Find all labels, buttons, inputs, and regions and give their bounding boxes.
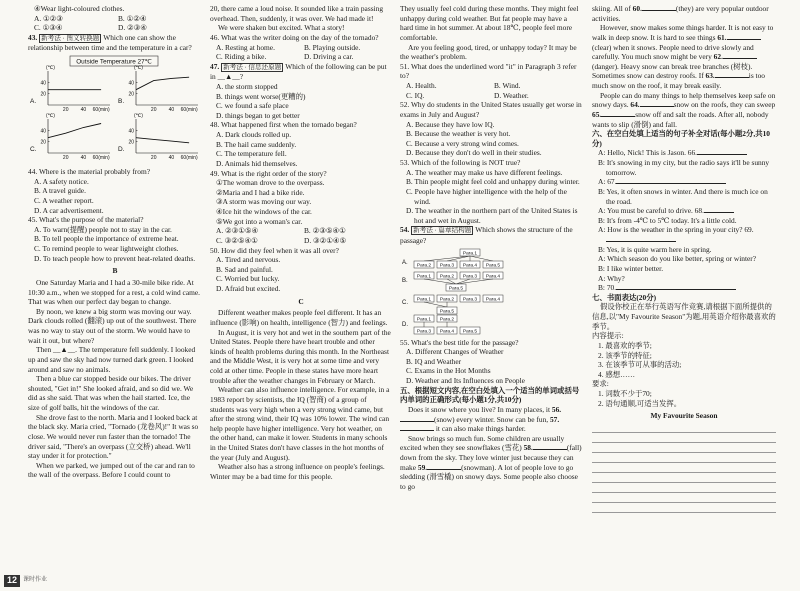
- question-text: Which one can show the relationship between time and the temperature in a car?: [28, 32, 192, 53]
- writing-line[interactable]: [592, 483, 776, 493]
- text-span: (clear) when it snows. People need to drive slowly and carefully. You much snow might be very: [592, 42, 754, 62]
- x-tick-label: 40: [80, 107, 87, 114]
- temperature-charts: [28, 55, 202, 165]
- para-label: Para.5: [462, 329, 478, 335]
- x-tick-label: 40: [168, 107, 175, 114]
- blank-60[interactable]: [642, 4, 676, 11]
- para-label: Para.3: [462, 297, 478, 303]
- option-c: C. Riding a bike.: [216, 52, 267, 62]
- story-event: ④Ice hit the windows of the car.: [216, 207, 312, 217]
- question-43: [28, 33, 202, 53]
- writing-line[interactable]: [592, 493, 776, 503]
- dialogue-line: [592, 206, 776, 216]
- dialogue-line: B: It's from -4℃ to 5℃ today. It's a little cold.: [598, 215, 737, 225]
- prompt-point: 2. 该季节的特征;: [598, 350, 652, 360]
- para-label: Para.4: [485, 274, 501, 280]
- writing-line[interactable]: [592, 433, 776, 443]
- option-d: D. ③②①④⑤: [304, 235, 347, 245]
- x-tick-label: 20: [150, 155, 157, 162]
- option-row: [28, 23, 202, 33]
- option-c: C. A weather report.: [34, 195, 94, 205]
- x-tick-label: 60(min): [92, 155, 110, 162]
- blank-56[interactable]: [400, 415, 434, 422]
- option-b: B. Thin people might feel cold and unhappy during winter.: [406, 177, 580, 187]
- para-label: Para.2: [439, 274, 455, 280]
- option-row: [210, 52, 392, 62]
- blank-69[interactable]: [606, 235, 676, 242]
- dialogue-text: A: How is the weather in the spring in your city? 69.: [598, 225, 754, 235]
- option-d: D. Animals hid themselves.: [216, 158, 298, 168]
- option-a: A. ②③①⑤④: [216, 226, 259, 236]
- y-axis-label: (℃): [46, 113, 55, 120]
- para-label: Para.4: [439, 329, 455, 335]
- dialogue-line: [592, 177, 776, 187]
- column-2: [210, 4, 392, 482]
- chart-title: Outside Temperature 27℃: [76, 58, 152, 66]
- x-tick-label: 60(min): [180, 155, 198, 162]
- blank-59[interactable]: [427, 463, 461, 470]
- question-50: 50. How did they feel when it was all over?: [210, 245, 339, 255]
- page-footer: [4, 575, 47, 587]
- x-tick-label: 20: [62, 107, 69, 114]
- x-tick-label: 60(min): [92, 107, 110, 114]
- dialogue-text: A: 67.: [598, 177, 617, 187]
- option-b: B. Because the weather is very hot.: [406, 129, 511, 139]
- blank-number: 59.: [417, 462, 428, 472]
- cloze-paragraph: [400, 434, 582, 492]
- dialogue-line: B: Yes, it is quite warm here in spring.: [598, 244, 712, 254]
- paragraph: Then __▲__. The temperature fell suddenly. I looked up and saw the sky had now turned dark green. I looked around and saw no animals.: [28, 345, 196, 374]
- option-c: C. The temperature fell.: [216, 149, 287, 159]
- text-span: (snowman). A lot of people love to go sledding (滑雪橇) on snowy days. Some people also choose to go: [400, 462, 578, 491]
- blank-number: 56.: [551, 404, 562, 414]
- question-47: [210, 62, 392, 82]
- panel-label: B.: [118, 98, 125, 106]
- para-label: Para.2: [439, 297, 455, 303]
- question-55: 55. What's the best title for the passage?: [400, 337, 519, 347]
- blank-67[interactable]: [616, 177, 726, 184]
- blank-number: 65.: [592, 109, 602, 119]
- option-a: A. A safety notice.: [34, 176, 89, 186]
- blank-64[interactable]: [640, 100, 674, 107]
- cloze-paragraph: [592, 4, 776, 23]
- text-span: After all, nobody wants to slip (滑倒) and fall.: [592, 109, 769, 129]
- text-span: (fall) down from the sky. They love winter just because they can make: [400, 443, 582, 472]
- option-label: D.: [402, 321, 408, 328]
- option-row: [210, 43, 392, 53]
- blank-66[interactable]: [697, 148, 747, 155]
- paragraph: Are you feeling good, tired, or unhappy today? It may be the weather's problem.: [400, 42, 577, 62]
- option-b: B. Wind.: [494, 81, 521, 90]
- writing-line[interactable]: [592, 423, 776, 433]
- paragraph: In August, it is very hot and wet in the southern part of the United States. People there have heart trouble and other kinds of health problems during this month. In the Northeast and the Middle West, it is very hot at some time and very cold at other time. People in these states have more heart trouble after the weather changes in February or March.: [210, 327, 391, 385]
- dialogue-text: A: You must be careful to drive. 68.: [598, 206, 704, 216]
- x-tick-label: 40: [168, 155, 175, 162]
- option-c: C. Worried but lucky.: [216, 274, 280, 284]
- question-text: Which of the following can be put in __▲__?: [210, 61, 387, 82]
- text-span: snow on the roofs, they can sweep: [673, 100, 776, 110]
- option-b: B. ②③⑤④①: [304, 226, 346, 236]
- option-row: [400, 81, 582, 91]
- dialogue-line: B: I like winter better.: [598, 263, 664, 273]
- dialogue-line: B: Yes, it often snows in winter. And there is much ice on the road.: [598, 186, 768, 206]
- option-d: D. Because they don't do well in their studies.: [406, 148, 542, 158]
- writing-line[interactable]: [592, 453, 776, 463]
- dialogue-line: [592, 283, 776, 293]
- text-span: is too much snow on the roof, it may break easily.: [592, 71, 766, 90]
- question-tag: 新考法 · 图文转换题: [41, 34, 100, 42]
- text-span: snow off and salt the roads.: [635, 109, 717, 119]
- option-c: C. ①③④: [34, 23, 63, 33]
- para-label: Para.3: [416, 329, 432, 335]
- page-number: 12: [4, 575, 20, 587]
- y-tick-label: 20: [128, 139, 134, 146]
- option-a: A. Because they have low IQ.: [406, 119, 495, 129]
- dialogue-line: [592, 225, 776, 244]
- paragraph: She drove fast to the north. Maria and I looked back at the black sky. Maria cried, "Tornado (龙卷风)!" It was so close. We would never run faster than the tornado! The driver said, "There's an overpass (立交桥) ahead. We'll stay under it for protection.": [28, 412, 199, 461]
- text-span: People can do many things to help themselves keep safe on snowy days.: [592, 90, 776, 110]
- writing-prompt: 假设你校正在举行英语写作竞赛,请根据下面所提供的信息,以"My Favourite Season"为题,用英语介绍你最喜欢的季节。: [592, 302, 776, 331]
- text-span: (danger). Heavy snow can break tree branches (树枝). Sometimes snow can destroy roofs. If: [592, 61, 753, 81]
- question-45: 45. What's the purpose of the material?: [28, 215, 144, 225]
- para-label: Para.1: [416, 274, 432, 280]
- question-number: 47.: [210, 61, 220, 71]
- para-label: Para.5: [448, 286, 464, 292]
- question-52: 52. Why do students in the United States usually get worse in exams in July and August?: [400, 100, 582, 119]
- blank-number: 58.: [523, 443, 533, 453]
- option-line: ④Wear light-coloured clothes.: [34, 4, 125, 13]
- prompt-point: 1. 最喜欢的季节;: [598, 340, 652, 350]
- blank-65[interactable]: [601, 110, 635, 117]
- story-event: ②Maria and I had a bike ride.: [216, 187, 305, 197]
- x-tick-label: 40: [80, 155, 87, 162]
- option-a: A. To warn(提醒) people not to stay in the car.: [34, 224, 172, 234]
- option-b: B. Playing outside.: [304, 42, 361, 52]
- option-d: D. Afraid but excited.: [216, 284, 281, 294]
- dialogue-line: A: Which season do you like better, spring or winter?: [598, 254, 757, 264]
- connector: [456, 279, 493, 284]
- section-heading: 七、书面表达(20分): [592, 292, 657, 302]
- option-label: C.: [402, 299, 408, 306]
- cloze-paragraph: [592, 91, 776, 130]
- option-b: B. IQ and Weather: [406, 356, 462, 366]
- prompt-point: 4. 感想……: [598, 369, 635, 379]
- blank-number: 60.: [632, 4, 642, 13]
- story-event: ①The woman drove to the overpass.: [216, 178, 325, 188]
- para-label: Para.4: [485, 297, 501, 303]
- option-row: [28, 14, 202, 24]
- y-tick-label: 20: [40, 91, 46, 98]
- para-label: Para.3: [439, 263, 455, 269]
- series-line: [136, 138, 189, 143]
- dialogue-text: B: 70.: [598, 283, 617, 293]
- dialogue-text: A: Hello, Nick! This is Jason. 66.: [598, 148, 698, 158]
- option-a: A. Tired and nervous.: [216, 255, 281, 265]
- y-axis-label: (℃): [46, 65, 55, 72]
- option-a: A. ①②③: [34, 13, 63, 23]
- charts-svg: [28, 55, 202, 165]
- para-label: Para.1: [416, 297, 432, 303]
- question-tag: 新考法 · 信息还原题: [223, 63, 282, 71]
- column-4: [592, 4, 776, 513]
- blank-number: 61.: [717, 32, 727, 42]
- text-span: However, snow makes some things harder. It is not easy to walk in deep snow. It is hard to see things: [592, 23, 774, 42]
- paragraph: Then a blue car stopped beside our bikes. The driver shouted, "Get in!" She looked afraid, and so did we. We did as she said. That was when the hail started. Ice, the size of golf balls, hit the windows of the car.: [28, 374, 194, 413]
- panel-label: D.: [118, 146, 125, 154]
- writing-line[interactable]: [592, 443, 776, 453]
- option-c: C. Because a very strong wind comes.: [406, 138, 519, 148]
- paragraph: 20, there came a loud noise. It sounded like a train passing overhead. Then, suddenly, it was over. We had made it!: [210, 4, 384, 23]
- paragraph: When we parked, we jumped out of the car and ran to the wall of the overpass. Before I could count to: [28, 460, 195, 480]
- connector: [470, 256, 493, 261]
- connector: [424, 302, 447, 307]
- x-tick-label: 60(min): [180, 107, 198, 114]
- option-c: C. To remind people to wear lightweight clothes.: [34, 244, 179, 254]
- x-tick-label: 20: [150, 107, 157, 114]
- series-line: [136, 77, 189, 90]
- text-span: skiing. All of: [592, 4, 631, 13]
- dialogue-line: [592, 148, 776, 158]
- blank-68[interactable]: [704, 206, 734, 213]
- text-span: (they) are very popular outdoor activities.: [592, 4, 769, 23]
- story-event: ⑤We got into a woman's car.: [216, 216, 303, 226]
- text-span: Does it snow where you live? In many places, it: [408, 404, 551, 414]
- question-tag: 新考法 · 篇章结构题: [413, 227, 472, 235]
- option-d: D. Weather and Its Influences on People: [406, 376, 525, 386]
- blank-number: 62.: [713, 52, 723, 62]
- section-heading: B: [112, 266, 118, 276]
- text-span: Snow brings so much fun. Some children are usually excited when they see snowflakes (雪花): [400, 433, 565, 453]
- story-event: ③A storm was moving our way.: [216, 197, 312, 207]
- series-line: [48, 124, 101, 138]
- para-label: Para.2: [439, 317, 455, 323]
- question-53: 53. Which of the following is NOT true?: [400, 158, 521, 167]
- connector: [447, 256, 470, 261]
- option-d: D. To teach people how to prevent heat-related deaths.: [34, 253, 196, 263]
- option-c: C. IQ.: [406, 90, 425, 100]
- option-row: [400, 91, 582, 101]
- y-tick-label: 40: [128, 80, 134, 87]
- option-d: D. ②③④: [118, 23, 147, 33]
- panel-label: C.: [30, 146, 37, 154]
- prompt-label: 内容提示:: [592, 331, 624, 341]
- writing-line[interactable]: [592, 473, 776, 483]
- structure-svg: [400, 248, 582, 336]
- option-a: A. Health.: [406, 81, 437, 90]
- option-b: B. The hail came suddenly.: [216, 139, 297, 149]
- question-number: 43.: [28, 32, 38, 42]
- y-axis-label: (℃): [134, 65, 143, 72]
- para-label: Para.2: [416, 263, 432, 269]
- question-text: Which shows the structure of the passage?: [400, 225, 573, 245]
- y-tick-label: 20: [128, 91, 134, 98]
- blank-63[interactable]: [715, 71, 749, 78]
- option-d: D. A car advertisement.: [34, 205, 104, 215]
- option-a: A. Different Changes of Weather: [406, 347, 504, 357]
- para-label: Para.3: [462, 274, 478, 280]
- paragraph: One Saturday Maria and I had a 30-mile bike ride. At 10:30 a.m., when we stopped for a rest, a cold wind came. That was when our perfect day began to change.: [28, 277, 200, 307]
- paragraph: By noon, we knew a big storm was moving our way. Dark clouds rolled (翻滚) up out of the southwest. There was no way to stay out of the storm. We would have to wait it out, but where?: [28, 306, 197, 345]
- blank-58[interactable]: [533, 443, 567, 450]
- requirement: 2. 语句通顺,可适当发挥。: [598, 398, 682, 408]
- option-d: D. Weather.: [494, 90, 529, 100]
- panel-label: A.: [30, 98, 37, 106]
- option-row: [210, 236, 392, 246]
- section-heading: C: [298, 296, 304, 306]
- connector: [424, 256, 470, 261]
- blank-number: 64.: [630, 100, 640, 110]
- option-b: B. To tell people the importance of extreme heat.: [34, 234, 179, 244]
- option-c: C. People have higher intelligence with the help of the wind.: [406, 186, 567, 206]
- paragraph: Weather can also influence intelligence. For example, in a 1983 report by scientists, the IQ (智商) of a group of students was very high when a very strong wind came, but after the strong wind, their IQ was 10% lower. The wind can help people have higher intelligence. Very hot weather, on the other hand, can make it lower. Students in many schools in the United States don't have classes in the hot months of the year (July and August).: [210, 385, 390, 462]
- question-number: 54.: [400, 225, 410, 235]
- blank-57[interactable]: [400, 424, 434, 431]
- option-label: B.: [402, 277, 408, 284]
- text-span: it can also make things harder.: [435, 424, 526, 434]
- para-label: Para.1: [462, 251, 478, 257]
- question-44: 44. Where is the material probably from?: [28, 167, 150, 177]
- para-label: Para.5: [439, 309, 455, 315]
- x-tick-label: 20: [62, 155, 69, 162]
- y-tick-label: 40: [40, 80, 46, 87]
- blank-62[interactable]: [723, 52, 757, 59]
- y-axis-label: (℃): [134, 113, 143, 120]
- y-tick-label: 40: [40, 128, 46, 135]
- paragraph: We were shaken but excited. What a story!: [218, 23, 345, 33]
- option-c: C. we found a safe place: [216, 101, 289, 111]
- writing-line[interactable]: [592, 503, 776, 513]
- requirement: 1. 词数不少于70;: [598, 389, 652, 398]
- section-heading: 六、在空白处填上适当的句子补全对话(每小题2分,共10分): [592, 129, 770, 148]
- blank-number: 63.: [705, 71, 715, 81]
- y-tick-label: 20: [40, 139, 46, 146]
- y-tick-label: 40: [128, 128, 134, 135]
- dialogue-line: B: It's snowing in my city, but the radio says it'll be sunny tomorrow.: [598, 158, 770, 177]
- column-1: [28, 4, 202, 480]
- structure-diagrams: [400, 248, 582, 336]
- option-label: A.: [402, 259, 408, 266]
- paragraph: Different weather makes people feel different. It has an influence (影响) on health, intelligence (智力) and feelings.: [210, 308, 388, 327]
- option-a: A. Dark clouds rolled up.: [216, 130, 292, 140]
- para-label: Para.5: [485, 263, 501, 269]
- option-d: D. things began to get better: [216, 110, 300, 120]
- column-3: [400, 4, 582, 492]
- question-49: 49. What is the right order of the story?: [210, 168, 327, 178]
- paragraph: They usually feel cold during these months. They might feel unhappy during cold weather. But fat people may have a hard time in hot summer. At about 18℃, people feel more comfortable.: [400, 4, 579, 42]
- footer-logo: 课时作业: [23, 577, 48, 584]
- option-d: D. Driving a car.: [304, 52, 354, 62]
- option-b: B. A travel guide.: [34, 186, 86, 196]
- option-b: B. ①②④: [118, 13, 147, 23]
- requirements-label: 要求:: [592, 379, 609, 389]
- option-a: A. The weather may make us have different feelings.: [406, 167, 563, 177]
- option-a: A. the storm stopped: [216, 81, 278, 91]
- cloze-paragraph: [400, 405, 582, 434]
- blank-number-57: 57.: [549, 414, 560, 424]
- writing-area[interactable]: [592, 423, 776, 513]
- section-heading: 五、根据短文内容,在空白处填入一个适当的单词或括号内单词的正确形式(每小题1分,共10分): [400, 385, 580, 405]
- para-label: Para.1: [416, 317, 432, 323]
- paragraph: Weather also has a strong influence on people's feelings. Winter may be a bad time for this people.: [210, 462, 385, 481]
- option-b: B. Sad and painful.: [216, 264, 273, 274]
- question-54: [400, 225, 582, 245]
- writing-line[interactable]: [592, 463, 776, 473]
- para-label: Para.4: [462, 263, 478, 269]
- option-a: A. Resting at home.: [216, 42, 275, 52]
- question-48: 48. What happened first when the tornado began?: [210, 120, 357, 130]
- question-51: 51. What does the underlined word "it" in Paragraph 3 refer to?: [400, 61, 577, 81]
- writing-title: My Favourite Season: [650, 411, 718, 421]
- option-d: D. The weather in the northern part of the United States is hot and wet in August.: [406, 206, 578, 225]
- option-c: C. Exams in the Hot Months: [406, 366, 491, 376]
- blank-61[interactable]: [727, 33, 761, 40]
- text-span: (snow) every winter. Snow can be fun,: [434, 414, 549, 424]
- cloze-paragraph: [592, 23, 776, 90]
- question-46: 46. What was the writer doing on the day of the tornado?: [210, 32, 379, 42]
- option-b: B. things went worse(更糟的): [216, 91, 306, 101]
- dialogue-line: A: Why?: [598, 273, 625, 283]
- blank-70[interactable]: [616, 283, 736, 290]
- option-c: C. ③②⑤④①: [216, 235, 258, 245]
- prompt-point: 3. 在该季节可从事的活动;: [598, 360, 682, 370]
- option-row: [210, 226, 392, 236]
